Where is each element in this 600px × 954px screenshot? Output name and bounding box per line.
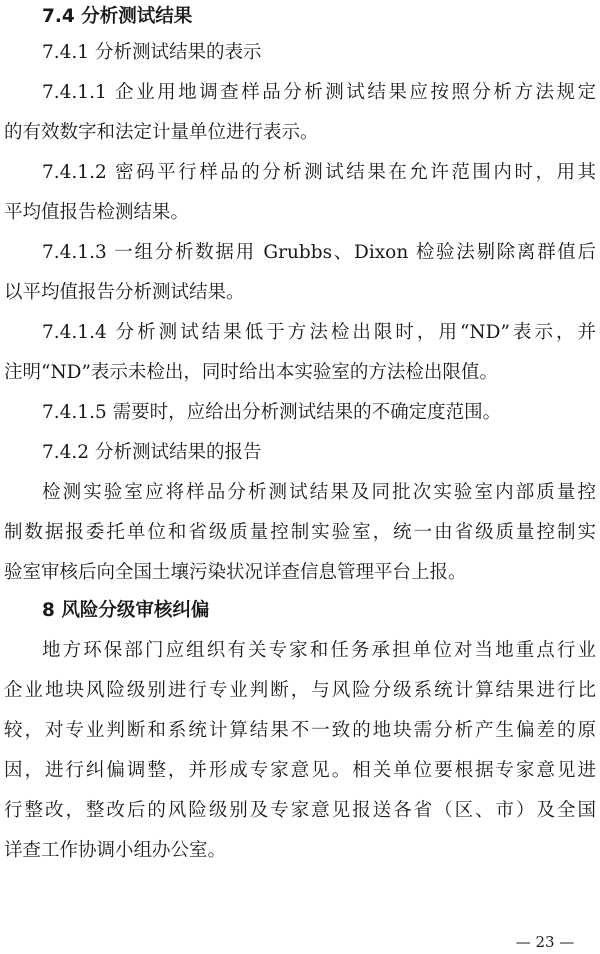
paragraph-7-4-2-line-3: 验室审核后向全国土壤污染状况详查信息管理平台上报。 <box>4 562 467 583</box>
paragraph-7-4-1-3-line-1: 7.4.1.3 一组分析数据用 Grubbs、Dixon 检验法剔除离群值后 <box>42 242 596 263</box>
section-heading-7-4: 7.4 分析测试结果 <box>42 6 193 27</box>
paragraph-7-4-1-2-line-1: 7.4.1.2 密码平行样品的分析测试结果在允许范围内时，用其 <box>42 162 596 183</box>
paragraph-8-line-5: 行整改，整改后的风险级别及专家意见报送各省（区、市）及全国 <box>4 800 596 821</box>
paragraph-8-line-3: 较，对专业判断和系统计算结果不一致的地块需分析产生偏差的原 <box>4 720 596 741</box>
section-heading-8: 8 风险分级审核纠偏 <box>42 600 210 621</box>
paragraph-8-line-2: 企业地块风险级别进行专业判断，与风险分级系统计算结果进行比 <box>4 680 596 701</box>
paragraph-7-4-1-2-line-2: 平均值报告检测结果。 <box>4 202 190 223</box>
paragraph-7-4-1-5: 7.4.1.5 需要时，应给出分析测试结果的不确定度范围。 <box>42 402 502 423</box>
page-number: — 23 — <box>515 933 575 951</box>
subsection-heading-7-4-2: 7.4.2 分析测试结果的报告 <box>42 442 262 463</box>
paragraph-7-4-2-line-1: 检测实验室应将样品分析测试结果及同批次实验室内部质量控 <box>42 482 596 503</box>
subsection-heading-7-4-1: 7.4.1 分析测试结果的表示 <box>42 42 262 63</box>
paragraph-7-4-1-4-line-2: 注明“ND”表示未检出，同时给出本实验室的方法检出限值。 <box>4 362 498 383</box>
paragraph-8-line-6: 详查工作协调小组办公室。 <box>4 840 227 861</box>
paragraph-7-4-2-line-2: 制数据报委托单位和省级质量控制实验室，统一由省级质量控制实 <box>4 522 596 543</box>
paragraph-7-4-1-4-line-1: 7.4.1.4 分析测试结果低于方法检出限时，用“ND”表示，并 <box>42 322 596 343</box>
paragraph-7-4-1-1-line-2: 的有效数字和法定计量单位进行表示。 <box>4 122 319 143</box>
paragraph-7-4-1-1-line-1: 7.4.1.1 企业用地调查样品分析测试结果应按照分析方法规定 <box>42 82 596 103</box>
paragraph-8-line-4: 因，进行纠偏调整，并形成专家意见。相关单位要根据专家意见进 <box>4 760 596 781</box>
paragraph-8-line-1: 地方环保部门应组织有关专家和任务承担单位对当地重点行业 <box>42 640 596 661</box>
paragraph-7-4-1-3-line-2: 以平均值报告分析测试结果。 <box>4 282 245 303</box>
